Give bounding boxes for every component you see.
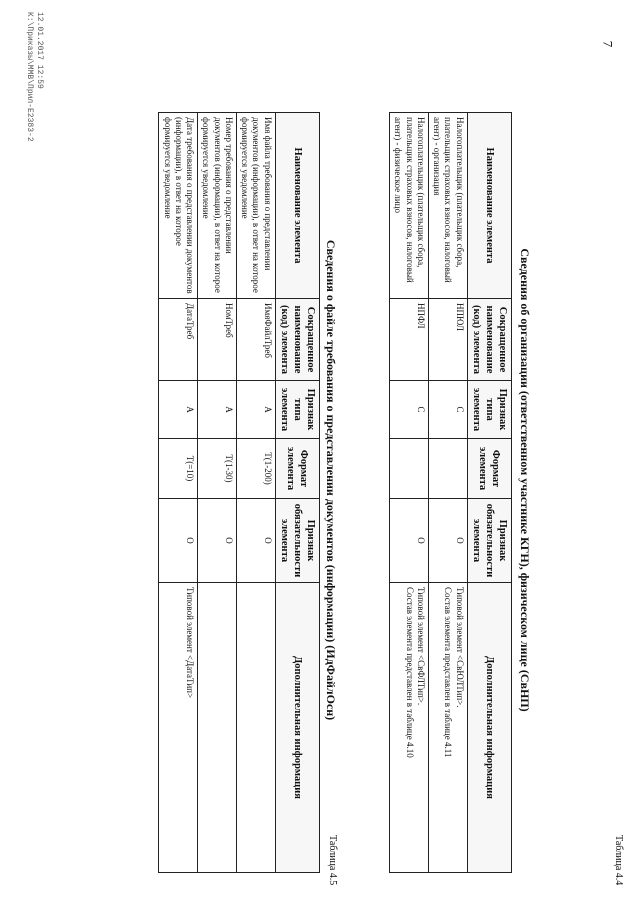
header-additional-info: Дополнительная информация [275,583,319,873]
header-element-format: Формат элемента [467,439,511,499]
table-row [428,113,467,873]
cell-format [390,439,429,499]
cell-info [236,583,275,873]
cell-format: T(1-30) [198,439,237,499]
cell-required: О [390,499,429,583]
cell-code: НомТреб [198,299,237,381]
header-element-type: Признак типа элемента [275,381,319,439]
file-footer [24,12,44,142]
table-row [159,113,198,873]
header-element-required: Признак обязательности элемента [275,499,319,583]
footer-timestamp: 12.01.2017 12:59 [35,12,44,89]
header-additional-info: Дополнительная информация [467,583,511,873]
cell-type: С [390,381,429,439]
cell-name: Дата требования о представлении документов (информации), в ответ на которое формируется уведомление [159,113,198,299]
table-row [198,113,237,873]
cell-name: Налогоплательщик (плательщик сбора, плательщик страховых взносов, налоговый агент) - организация [428,113,467,299]
table-4-5-caption: Таблица 4.5 [327,835,338,886]
cell-required: О [159,499,198,583]
table-header-row [467,113,511,873]
info-line: Типовой элемент <СвЮЛТип>. [454,587,465,708]
header-element-required: Признак обязательности элемента [467,499,511,583]
table-header-row [275,113,319,873]
cell-info [428,583,467,873]
cell-type: А [159,381,198,439]
header-element-name: Наименование элемента [275,113,319,299]
cell-info: Типовой элемент <ДатаТип> [159,583,198,873]
table-4-4-title: Сведения об организации (ответственном участнике КГН), физическом лице (СвНП) [518,248,532,712]
cell-required: О [198,499,237,583]
table-4-5-title: Сведения о файле требования о представлении документов (информации) (ИдФайлОсн) [324,239,338,721]
cell-required: О [428,499,467,583]
info-line: Состав элемента представлен в таблице 4.10 [404,587,415,758]
cell-type: С [428,381,467,439]
info-line: Типовой элемент <СвФЛТип>. [415,587,426,706]
cell-format [428,439,467,499]
cell-info [390,583,429,873]
cell-name: Налогоплательщик (плательщик сбора, плательщик страховых взносов, налоговый агент) - физическое лицо [390,113,429,299]
table-row [390,113,429,873]
footer-path: К:\Приказы\ММВ\Прил-Е2383-2 [25,12,34,142]
cell-name: Номер требования о представлении документов (информации), в ответ на которое формируется уведомление [198,113,237,299]
cell-name: Имя файла требования о представлении документов (информации), в ответ на которое формируется уведомление [236,113,275,299]
cell-type: А [236,381,275,439]
table-4-4-caption: Таблица 4.4 [613,835,624,886]
cell-format: T(1-200) [236,439,275,499]
header-element-code: Сокращенное наименование (код) элемента [467,299,511,381]
cell-format: T(=10) [159,439,198,499]
cell-code: НПФЛ [390,299,429,381]
cell-code: ДатаТреб [159,299,198,381]
header-element-code: Сокращенное наименование (код) элемента [275,299,319,381]
table-4-5 [158,112,320,873]
cell-type: А [198,381,237,439]
cell-info [198,583,237,873]
cell-required: О [236,499,275,583]
header-element-name: Наименование элемента [467,113,511,299]
table-4-4 [389,112,512,873]
info-line: Состав элемента представлен в таблице 4.11 [443,587,454,758]
page-number: 7 [599,40,615,48]
table-row [236,113,275,873]
cell-code: ИмяФайлТреб [236,299,275,381]
header-element-type: Признак типа элемента [467,381,511,439]
cell-code: НПЮЛ [428,299,467,381]
header-element-format: Формат элемента [275,439,319,499]
